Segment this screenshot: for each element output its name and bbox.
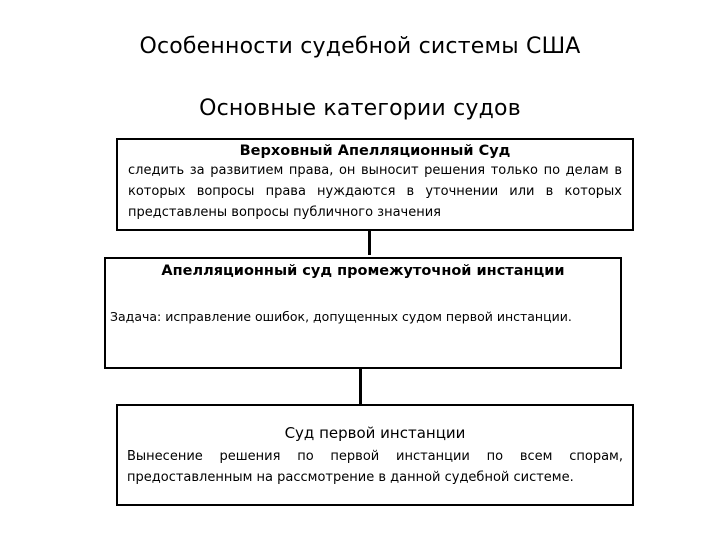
connector-line-intermediate-first: [359, 369, 362, 404]
supreme-court-title: Верховный Апелляционный Суд: [239, 143, 511, 159]
supreme-court-box: [116, 138, 634, 231]
first-instance-court-description: Вынесение решения по первой инстанции по всем спорам, предоставленным на рассмотрение в данной судебной системе.: [127, 449, 623, 485]
first-instance-court-box: [116, 404, 634, 506]
slide-title: Особенности судебной системы США: [139, 34, 581, 59]
intermediate-court-title: Апелляционный суд промежуточной инстанции: [161, 263, 565, 279]
slide-subtitle: Основные категории судов: [199, 96, 521, 121]
connector-line-supreme-intermediate: [368, 231, 371, 255]
intermediate-court-description: Задача: исправление ошибок, допущенных судом первой инстанции.: [110, 309, 572, 324]
supreme-court-description: следить за развитием права, он выносит решения только по делам в которых вопросы права нуждаются в уточнении или в которых представлены вопросы публичного значения: [128, 163, 622, 220]
intermediate-court-box: [104, 257, 622, 369]
first-instance-court-title: Суд первой инстанции: [284, 424, 466, 442]
